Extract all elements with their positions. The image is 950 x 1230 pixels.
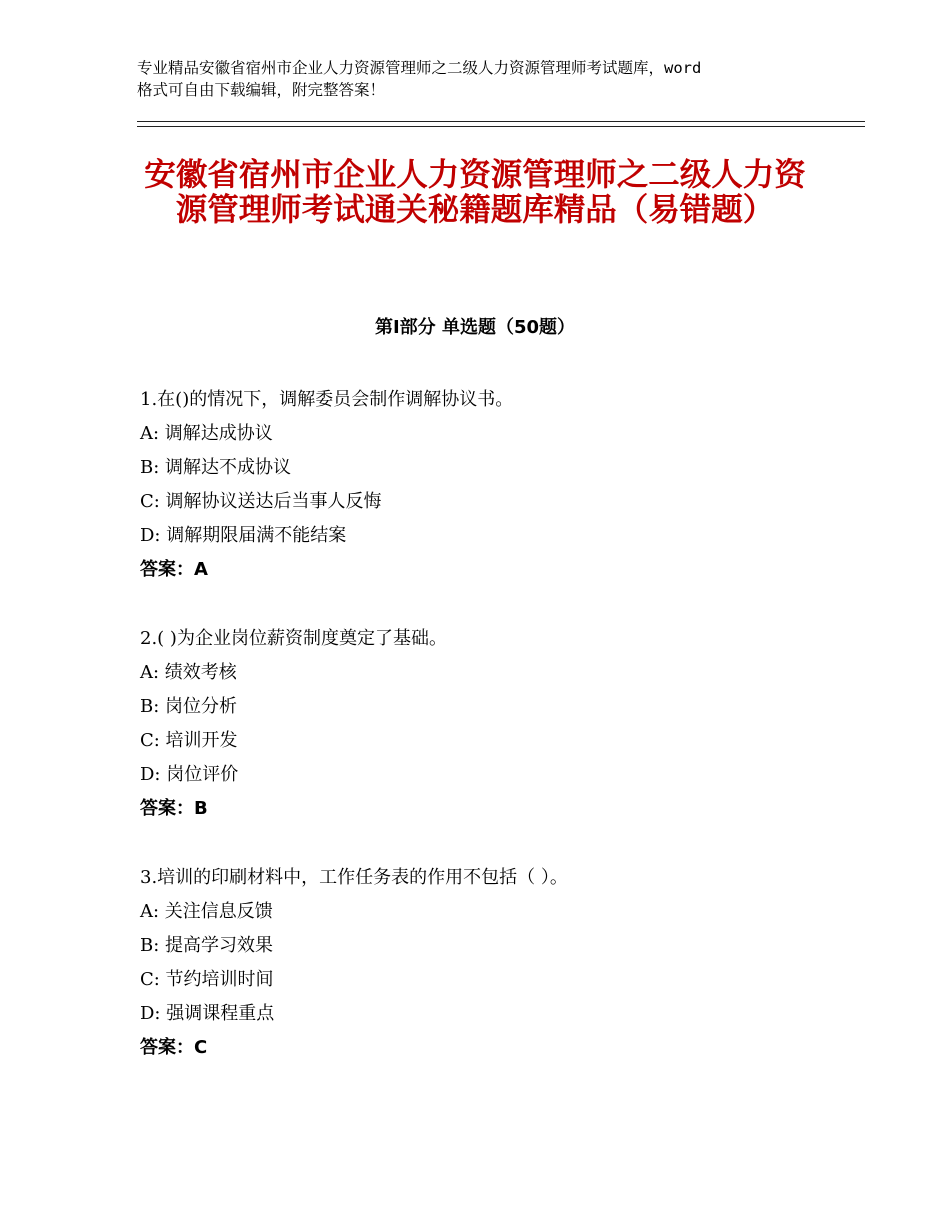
- answer-line: 答案：B: [140, 798, 208, 819]
- header-divider-thick: [137, 121, 865, 122]
- option-c: C: 节约培训时间: [140, 969, 274, 990]
- question-stem: 1.在()的情况下，调解委员会制作调解协议书。: [140, 389, 514, 410]
- option-a: A: 绩效考核: [140, 662, 237, 683]
- option-b: B: 调解达不成协议: [140, 457, 292, 478]
- option-d: D: 强调课程重点: [140, 1003, 275, 1024]
- option-a: A: 关注信息反馈: [140, 901, 273, 922]
- question-stem: 2.( )为企业岗位薪资制度奠定了基础。: [140, 628, 447, 649]
- question-stem: 3.培训的印刷材料中，工作任务表的作用不包括（ ）。: [140, 867, 568, 888]
- option-c: C: 调解协议送达后当事人反悔: [140, 491, 382, 512]
- question-spacer: [140, 587, 860, 622]
- option-d: D: 调解期限届满不能结案: [140, 525, 347, 546]
- section-heading: 第Ⅰ部分 单选题（50题）: [374, 317, 575, 338]
- answer-line: 答案：C: [140, 1037, 208, 1058]
- question-1: [140, 383, 860, 587]
- question-3: [140, 861, 860, 1065]
- option-b: B: 提高学习效果: [140, 935, 274, 956]
- answer-line: 答案：A: [140, 559, 208, 580]
- option-b: B: 岗位分析: [140, 696, 238, 717]
- header-divider-thin: [137, 126, 865, 127]
- header-note-line-2: 格式可自由下载编辑，附完整答案！: [137, 81, 386, 99]
- option-a: A: 调解达成协议: [140, 423, 273, 444]
- document-title: 安徽省宿州市企业人力资源管理师之二级人力资源管理师考试通关秘籍题库精品（易错题）: [144, 157, 806, 228]
- header-note-line-1: 专业精品安徽省宿州市企业人力资源管理师之二级人力资源管理师考试题库，word: [137, 59, 702, 77]
- option-d: D: 岗位评价: [140, 764, 239, 785]
- question-list: [140, 383, 860, 1065]
- option-c: C: 培训开发: [140, 730, 238, 751]
- question-2: [140, 622, 860, 826]
- question-spacer: [140, 826, 860, 861]
- header-note: [137, 57, 837, 101]
